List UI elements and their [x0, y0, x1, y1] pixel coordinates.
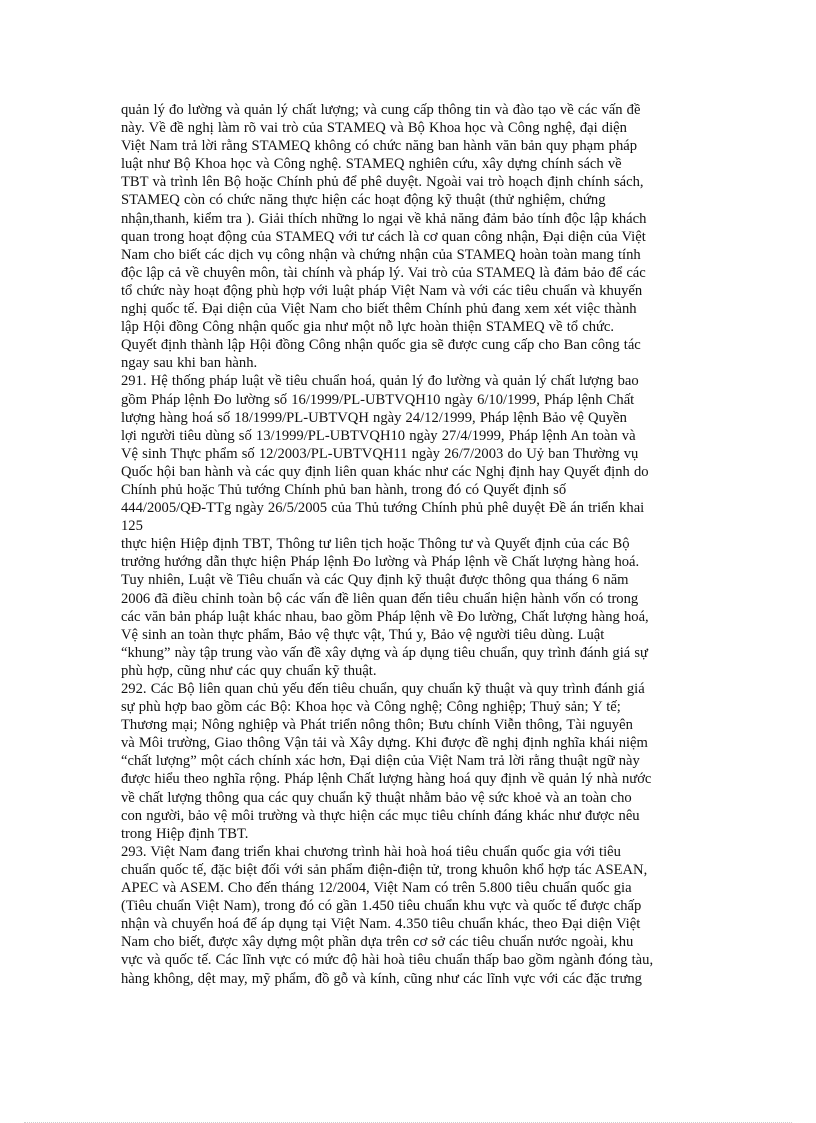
text-line: Quyết định thành lập Hội đồng Công nhận quốc gia sẽ được cung cấp cho Ban công tác [121, 337, 641, 354]
text-line: “khung” này tập trung vào vấn đề xây dựng và áp dụng tiêu chuẩn, quy trình đánh giá sự [121, 644, 648, 661]
text-line: trưởng hướng dẫn thực hiện Pháp lệnh Đo lường và Pháp lệnh về Chất lượng hàng hoá. [121, 554, 640, 571]
text-line: ngay sau khi ban hành. [121, 355, 258, 372]
text-line: tổ chức này hoạt động phù hợp với luật pháp Việt Nam và với các tiêu chuẩn và khuyến [121, 282, 643, 299]
text-line: trong Hiệp định TBT. [121, 825, 249, 842]
text-line: Tuy nhiên, Luật về Tiêu chuẩn và các Quy định kỹ thuật được thông qua tháng 6 năm [121, 572, 629, 589]
text-line: thực hiện Hiệp định TBT, Thông tư liên tịch hoặc Thông tư và Quyết định của các Bộ [121, 536, 630, 553]
text-line: Quốc hội ban hành và các quy định liên quan khác như các Nghị định hay Quyết định do [121, 463, 649, 480]
text-line: nhận,thanh, kiểm tra ). Giải thích những lo ngại về khả năng đảm bảo tính độc lập khách [121, 210, 647, 227]
text-line: Thương mại; Nông nghiệp và Phát triển nông thôn; Bưu chính Viễn thông, Tài nguyên [121, 717, 633, 734]
text-line: Vệ sinh Thực phẩm số 12/2003/PL-UBTVQH11 ngày 26/7/2003 do Uỷ ban Thường vụ [121, 445, 639, 462]
text-line: quản lý đo lường và quản lý chất lượng; và cung cấp thông tin và đào tạo về các vấn đề [121, 102, 641, 118]
text-line: APEC và ASEM. Cho đến tháng 12/2004, Việt Nam có trên 5.800 tiêu chuẩn quốc gia [121, 880, 632, 897]
text-line: 291. Hệ thống pháp luật về tiêu chuẩn hoá, quản lý đo lường và quản lý chất lượng bao [121, 373, 639, 390]
text-line: 444/2005/QĐ-TTg ngày 26/5/2005 của Thủ tướng Chính phủ phê duyệt Đề án triển khai [121, 500, 645, 517]
text-line: gồm Pháp lệnh Đo lường số 16/1999/PL-UBTVQH10 ngày 6/10/1999, Pháp lệnh Chất [121, 391, 635, 408]
text-line: lợi người tiêu dùng số 13/1999/PL-UBTVQH10 ngày 27/4/1999, Pháp lệnh An toàn và [121, 427, 636, 444]
text-line: Vệ sinh an toàn thực phẩm, Bảo vệ thực vật, Thú y, Bảo vệ người tiêu dùng. Luật [121, 626, 605, 643]
text-line: STAMEQ còn có chức năng thực hiện các hoạt động kỹ thuật (thử nghiệm, chứng [121, 192, 606, 209]
text-line: hàng không, dệt may, mỹ phẩm, đồ gỗ và kính, cũng như các lĩnh vực với các đặc trưng [121, 970, 642, 987]
text-line: chuẩn quốc tế, đặc biệt đối với sản phẩm điện-điện tử, trong khuôn khổ hợp tác ASEAN, [121, 861, 648, 878]
text-line: Việt Nam trả lời rằng STAMEQ không có chức năng ban hành văn bản quy phạm pháp [121, 138, 638, 155]
text-line: 293. Việt Nam đang triển khai chương trình hài hoà hoá tiêu chuẩn quốc gia với tiêu [121, 843, 621, 860]
text-line: (Tiêu chuẩn Việt Nam), trong đó có gần 1.450 tiêu chuẩn khu vực và quốc tế được chấp [121, 898, 642, 915]
text-line: “chất lượng” một cách chính xác hơn, Đại diện của Việt Nam trả lời rằng thuật ngữ này [121, 753, 640, 770]
text-line: nghị quốc tế. Đại diện của Việt Nam cho biết thêm Chính phủ đang xem xét việc thành [121, 301, 637, 318]
text-line: về chất lượng thông qua các quy chuẩn kỹ thuật nhằm bảo vệ sức khoẻ và an toàn cho [121, 789, 632, 806]
text-line: và Môi trường, Giao thông Vận tải và Xây dựng. Khi được đề nghị định nghĩa khái niệm [121, 735, 648, 752]
text-line: con người, bảo vệ môi trường và thực hiện các mục tiêu chính đáng khác như được nêu [121, 807, 640, 824]
page-number: 125 [121, 518, 143, 535]
text-line: TBT và trình lên Bộ hoặc Chính phủ để phê duyệt. Ngoài vai trò hoạch định chính sách, [121, 174, 644, 191]
text-line: sự phù hợp bao gồm các Bộ: Khoa học và Công nghệ; Công nghiệp; Thuỷ sản; Y tế; [121, 699, 621, 716]
text-line: quan trong hoạt động của STAMEQ với tư cách là cơ quan công nhận, Đại diện của Việt [121, 228, 646, 245]
body-text [121, 101, 681, 988]
text-line: phù hợp, cũng như các quy chuẩn kỹ thuật. [121, 662, 377, 679]
text-line: nhận và chuyển hoá để áp dụng tại Việt Nam. 4.350 tiêu chuẩn khác, theo Đại diện Việt [121, 916, 641, 933]
text-line: lập Hội đồng Công nhận quốc gia như một nỗ lực hoàn thiện STAMEQ về tổ chức. [121, 319, 615, 336]
text-line: độc lập cả về chuyên môn, tài chính và pháp lý. Vai trò của STAMEQ là đảm bảo để các [121, 264, 646, 281]
text-line: các văn bản pháp luật khác nhau, bao gồm Pháp lệnh về Đo lường, Chất lượng hàng hoá, [121, 608, 649, 625]
text-line: này. Về đề nghị làm rõ vai trò của STAMEQ và Bộ Khoa học và Công nghệ, đại diện [121, 120, 627, 137]
text-line: lượng hàng hoá số 18/1999/PL-UBTVQH ngày 24/12/1999, Pháp lệnh Bảo vệ Quyền [121, 409, 627, 426]
text-line: Nam cho biết các dịch vụ công nhận và chứng nhận của STAMEQ hoàn toàn mang tính [121, 246, 641, 263]
text-line: vực và quốc tế. Các lĩnh vực có mức độ hài hoà tiêu chuẩn thấp bao gồm ngành đóng tàu, [121, 952, 654, 969]
text-line: Chính phủ hoặc Thủ tướng Chính phủ ban hành, trong đó có Quyết định số [121, 481, 567, 498]
text-line: được hiểu theo nghĩa rộng. Pháp lệnh Chất lượng hàng hoá quy định về quản lý nhà nước [121, 771, 652, 788]
text-line: Nam cho biết, được xây dựng một phần dựa trên cơ sở các tiêu chuẩn nước ngoài, khu [121, 934, 634, 951]
text-line: luật như Bộ Khoa học và Công nghệ. STAMEQ nghiên cứu, xây dựng chính sách về [121, 156, 622, 173]
text-line: 292. Các Bộ liên quan chủ yếu đến tiêu chuẩn, quy chuẩn kỹ thuật và quy trình đánh giá [121, 681, 645, 697]
text-line: 2006 đã điều chỉnh toàn bộ các vấn đề liên quan đến tiêu chuẩn hiện hành vốn có trong [121, 590, 639, 607]
